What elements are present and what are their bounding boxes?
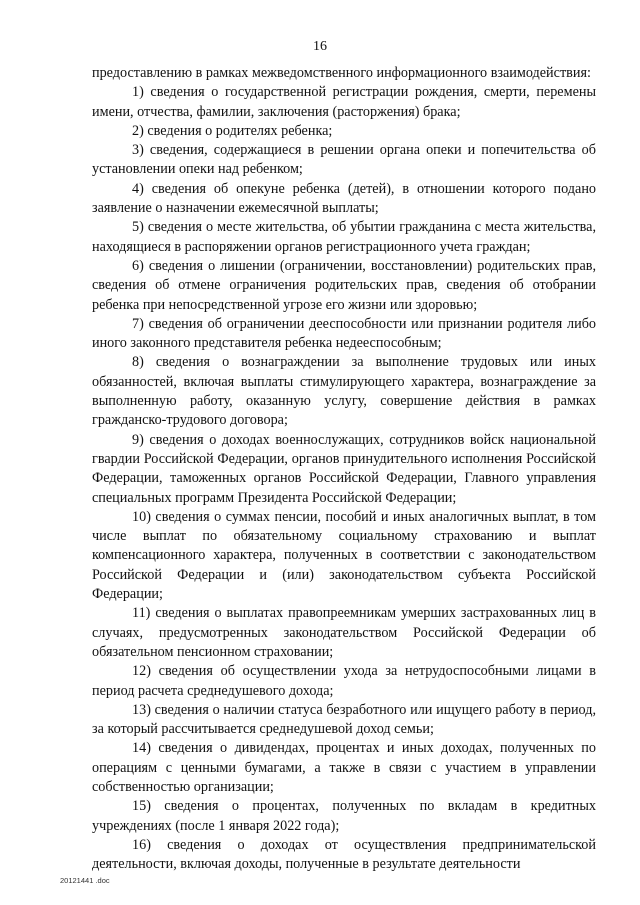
paragraph-item-2: 2) сведения о родителях ребенка; [132,122,333,139]
paragraph-item-8: 8) сведения о вознаграждении за выполнение трудовых или иных обязанностей, включая выплаты стимулирующего характера, вознаграждение за выполненную работу, оказанную услугу, совершение действия в рамках гражданско-трудового договора; [92,354,596,429]
paragraph-item-3: 3) сведения, содержащиеся в решении органа опеки и попечительства об установлении опеки над ребенком; [92,142,596,178]
paragraph-item-10: 10) сведения о суммах пенсии, пособий и иных аналогичных выплат, в том числе выплат по обязательному социальному страхованию и выплат компенсационного характера, полученных в соответствии с законодательством Российской Федерации и (или) законодательством субъекта Российской Федерации; [92,508,596,603]
paragraph-item-16: 16) сведения о доходах от осуществления предпринимательской деятельности, включая доходы, полученные в результате деятельности [92,836,596,873]
paragraph-item-13: 13) сведения о наличии статуса безработного или ищущего работу в период, за который рассчитывается среднедушевой доход семьи; [92,701,596,738]
document-body [92,64,596,874]
paragraph-item-6: 6) сведения о лишении (ограничении, восстановлении) родительских прав, сведения об отмене ограничения родительских прав, сведения об отобрании ребенка при непосредственной угрозе его жизни или здоровью; [92,257,596,313]
paragraph-intro: предоставлению в рамках межведомственного информационного взаимодействия: [92,65,591,81]
paragraph-item-12: 12) сведения об осуществлении ухода за нетрудоспособными лицами в период расчета среднедушевого дохода; [92,663,596,699]
page-number: 16 [313,39,327,54]
paragraph-item-4: 4) сведения об опекуне ребенка (детей), в отношении которого подано заявление о назначении ежемесячной выплаты; [92,180,596,217]
footer-filename: 20121441 .doc [60,876,110,885]
paragraph-item-7: 7) сведения об ограничении дееспособности или признании родителя либо иного законного представителя ребенка недееспособным; [92,315,596,352]
paragraph-item-15: 15) сведения о процентах, полученных по вкладам в кредитных учреждениях (после 1 января 2022 года); [92,798,596,834]
paragraph-item-9: 9) сведения о доходах военнослужащих, сотрудников войск национальной гвардии Российской Федерации, органов принудительного исполнения Российской Федерации, таможенных органов Российской Федерации, Главного управления специальных программ Президента Российской Федерации; [92,431,596,506]
paragraph-item-14: 14) сведения о дивидендах, процентах и иных доходах, полученных по операциям с ценными бумагами, а также в связи с участием в управлении собственностью организации; [92,740,596,795]
paragraph-item-11: 11) сведения о выплатах правопреемникам умерших застрахованных лиц в случаях, предусмотренных законодательством Российской Федерации об обязательном пенсионном страховании; [92,605,596,660]
paragraph-item-5: 5) сведения о месте жительства, об убытии гражданина с места жительства, находящиеся в распоряжении органов регистрационного учета граждан; [92,219,596,255]
paragraph-item-1: 1) сведения о государственной регистрации рождения, смерти, перемены имени, отчества, фамилии, заключения (расторжения) брака; [92,84,596,120]
